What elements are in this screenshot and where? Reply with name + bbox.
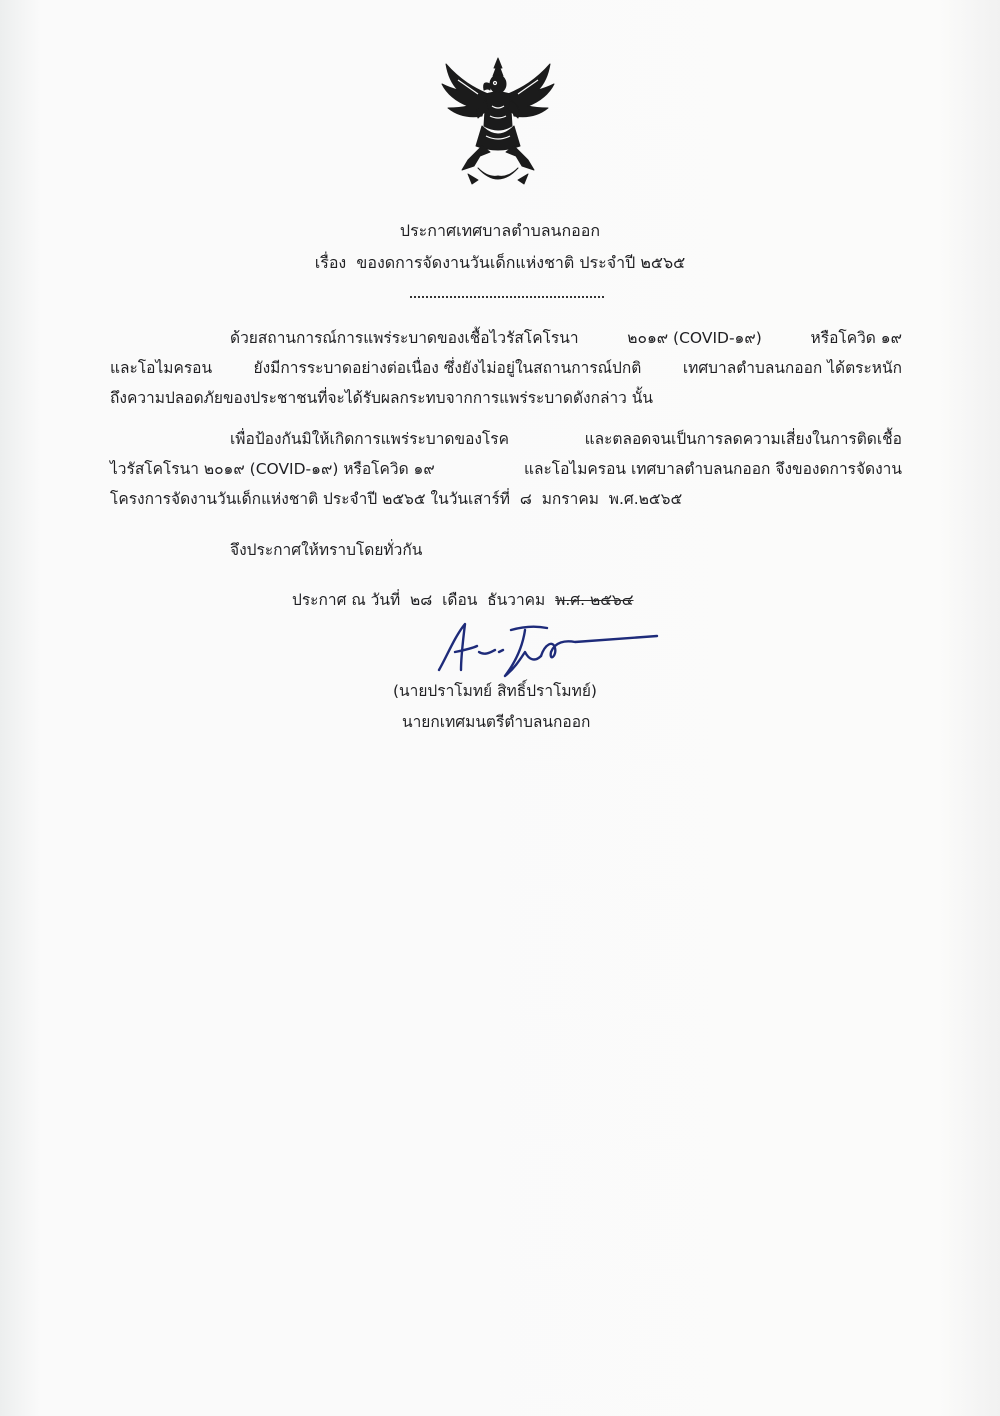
date-prefix: ประกาศ ณ วันที่ — [292, 591, 401, 609]
text-segment: ไวรัสโคโรนา ๒๐๑๙ (COVID-๑๙) หรือโควิด ๑๙ — [110, 460, 435, 478]
announcement-date — [292, 585, 634, 615]
date-day: ๒๘ — [410, 591, 433, 609]
signatory-name: (นายปราโมทย์ สิทธิ์ปราโมทย์) — [393, 682, 597, 700]
text-segment: พ.ศ.๒๕๖๕ — [608, 490, 683, 508]
garuda-emblem-icon — [438, 50, 558, 190]
text-segment: ๒๐๑๙ (COVID-๑๙) — [627, 329, 762, 347]
text-segment: และโอไมครอน เทศบาลตำบลนกออก จึงของดการจัดงาน — [523, 460, 902, 478]
announcement-title: ประกาศเทศบาลตำบลนกออก — [399, 221, 601, 240]
date-year: พ.ศ. ๒๕๖๔ — [555, 591, 634, 609]
title-divider — [410, 296, 604, 298]
announcement-subject — [0, 252, 1000, 274]
text-segment: เพื่อป้องกันมิให้เกิดการแพร่ระบาดของโรค — [230, 430, 509, 448]
subject-label: เรื่อง — [314, 253, 347, 272]
paragraph-situation — [110, 323, 902, 413]
paragraph-line — [110, 454, 902, 484]
text-segment: โครงการจัดงานวันเด็กแห่งชาติ ประจำปี ๒๕๖๕ ในวันเสาร์ที่ — [110, 490, 511, 508]
signatory-position: นายกเทศมนตรีตำบลนกออก — [402, 713, 591, 731]
paragraph-line — [110, 484, 902, 514]
text-segment: ยังมีการระบาดอย่างต่อเนื่อง ซึ่งยังไม่อยู่ในสถานการณ์ปกติ — [253, 359, 642, 377]
text-segment: เทศบาลตำบลนกออก ได้ตระหนัก — [682, 359, 902, 377]
closing-statement: จึงประกาศให้ทราบโดยทั่วกัน — [230, 541, 423, 559]
paragraph-cancellation — [110, 424, 902, 514]
text-segment: หรือโควิด ๑๙ — [810, 329, 902, 347]
text-segment: มกราคม — [541, 490, 599, 508]
text-segment: ๘ — [519, 490, 532, 508]
text-segment: ถึงความปลอดภัยของประชาชนที่จะได้รับผลกระทบจากการแพร่ระบาดดังกล่าว นั้น — [110, 389, 653, 407]
text-segment: และโอไมครอน — [110, 359, 213, 377]
date-month-label: เดือน — [442, 591, 478, 609]
paragraph-line — [110, 383, 902, 413]
text-segment: ด้วยสถานการณ์การแพร่ระบาดของเชื้อไวรัสโคโรนา — [230, 329, 579, 347]
paragraph-line — [110, 424, 902, 454]
paragraph-line — [110, 323, 902, 353]
text-segment: และตลอดจนเป็นการลดความเสี่ยงในการติดเชื้อ — [584, 430, 902, 448]
subject-text: ของดการจัดงานวันเด็กแห่งชาติ ประจำปี ๒๕๖๕ — [356, 253, 686, 272]
date-month: ธันวาคม — [487, 591, 546, 609]
paragraph-line — [110, 353, 902, 383]
